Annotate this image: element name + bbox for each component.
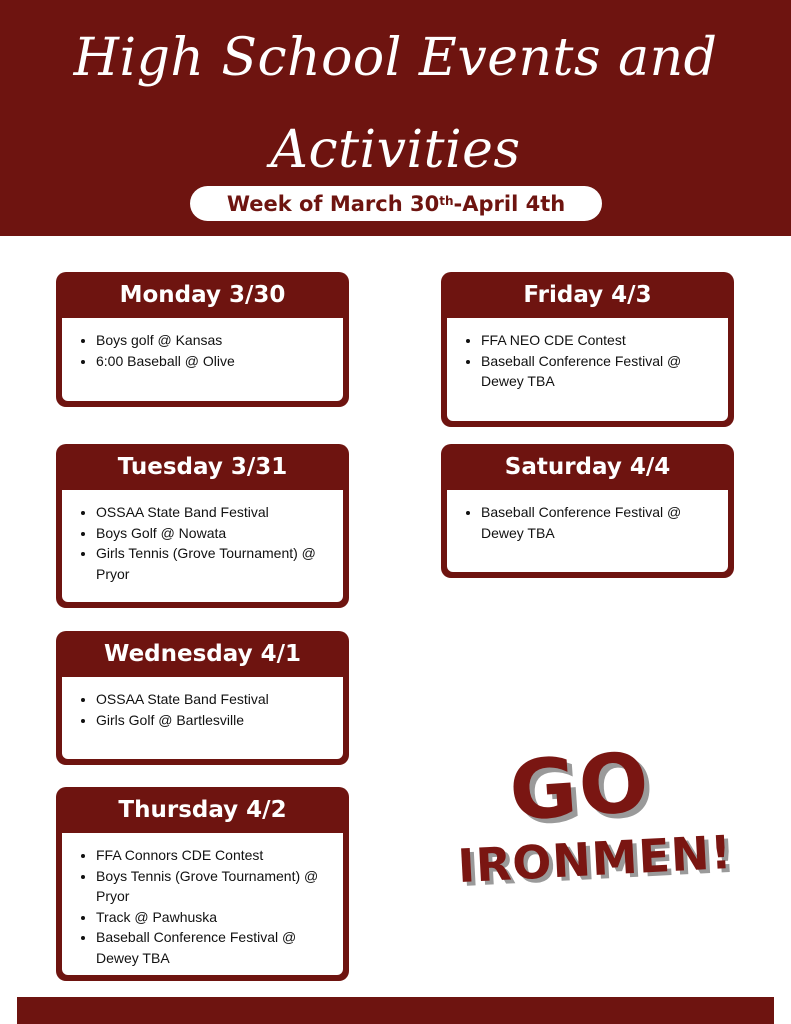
day-card-thursday xyxy=(56,787,349,981)
list-item: • FFA NEO CDE Contest xyxy=(481,330,718,351)
list-item: • Boys golf @ Kansas xyxy=(96,330,333,351)
day-card-monday xyxy=(56,272,349,407)
list-item: • FFA Connors CDE Contest xyxy=(96,845,333,866)
day-events xyxy=(62,490,343,602)
title-line-1: High School Events and xyxy=(73,28,718,88)
footer-bar xyxy=(17,997,774,1024)
list-item: • Boys Tennis (Grove Tournament) @ Pryor xyxy=(96,866,333,907)
event-list xyxy=(481,502,718,543)
day-card-friday xyxy=(441,272,734,427)
list-item: • Girls Tennis (Grove Tournament) @ Pryor xyxy=(96,543,333,584)
day-events xyxy=(447,490,728,572)
title-line-2: Activities xyxy=(270,120,521,180)
day-card-tuesday xyxy=(56,444,349,608)
day-events xyxy=(62,318,343,401)
event-list xyxy=(96,689,333,730)
day-title: Monday 3/30 xyxy=(119,282,286,308)
day-events xyxy=(62,677,343,759)
header-banner xyxy=(0,0,791,236)
day-card-saturday xyxy=(441,444,734,578)
list-item: • Boys Golf @ Nowata xyxy=(96,523,333,544)
page-title xyxy=(0,12,791,196)
list-item: • OSSAA State Band Festival xyxy=(96,502,333,523)
list-item: • Track @ Pawhuska xyxy=(96,907,333,928)
day-title: Thursday 4/2 xyxy=(118,797,287,823)
event-list xyxy=(96,330,333,371)
list-item: • Baseball Conference Festival @ Dewey TBA xyxy=(481,351,718,392)
list-item: • OSSAA State Band Festival xyxy=(96,689,333,710)
day-title: Wednesday 4/1 xyxy=(104,641,301,667)
go-ironmen-graphic xyxy=(420,735,770,920)
event-list xyxy=(96,845,333,968)
list-item: • Girls Golf @ Bartlesville xyxy=(96,710,333,731)
week-suffix: -April 4th xyxy=(453,191,566,216)
ironmen-text: IRONMEN! xyxy=(456,824,734,894)
week-prefix: Week of March 30 xyxy=(226,191,440,216)
day-card-wednesday xyxy=(56,631,349,765)
go-text: GO xyxy=(506,735,654,840)
event-list xyxy=(481,330,718,392)
day-title: Saturday 4/4 xyxy=(504,454,671,480)
list-item: • Baseball Conference Festival @ Dewey TBA xyxy=(481,502,718,543)
day-events xyxy=(62,833,343,975)
day-events xyxy=(447,318,728,421)
day-title: Friday 4/3 xyxy=(523,282,652,308)
day-title: Tuesday 3/31 xyxy=(117,454,288,480)
event-list xyxy=(96,502,333,584)
week-superscript: th xyxy=(439,193,454,208)
week-badge xyxy=(190,186,602,221)
list-item: • Baseball Conference Festival @ Dewey TBA xyxy=(96,927,333,968)
list-item: • 6:00 Baseball @ Olive xyxy=(96,351,333,372)
